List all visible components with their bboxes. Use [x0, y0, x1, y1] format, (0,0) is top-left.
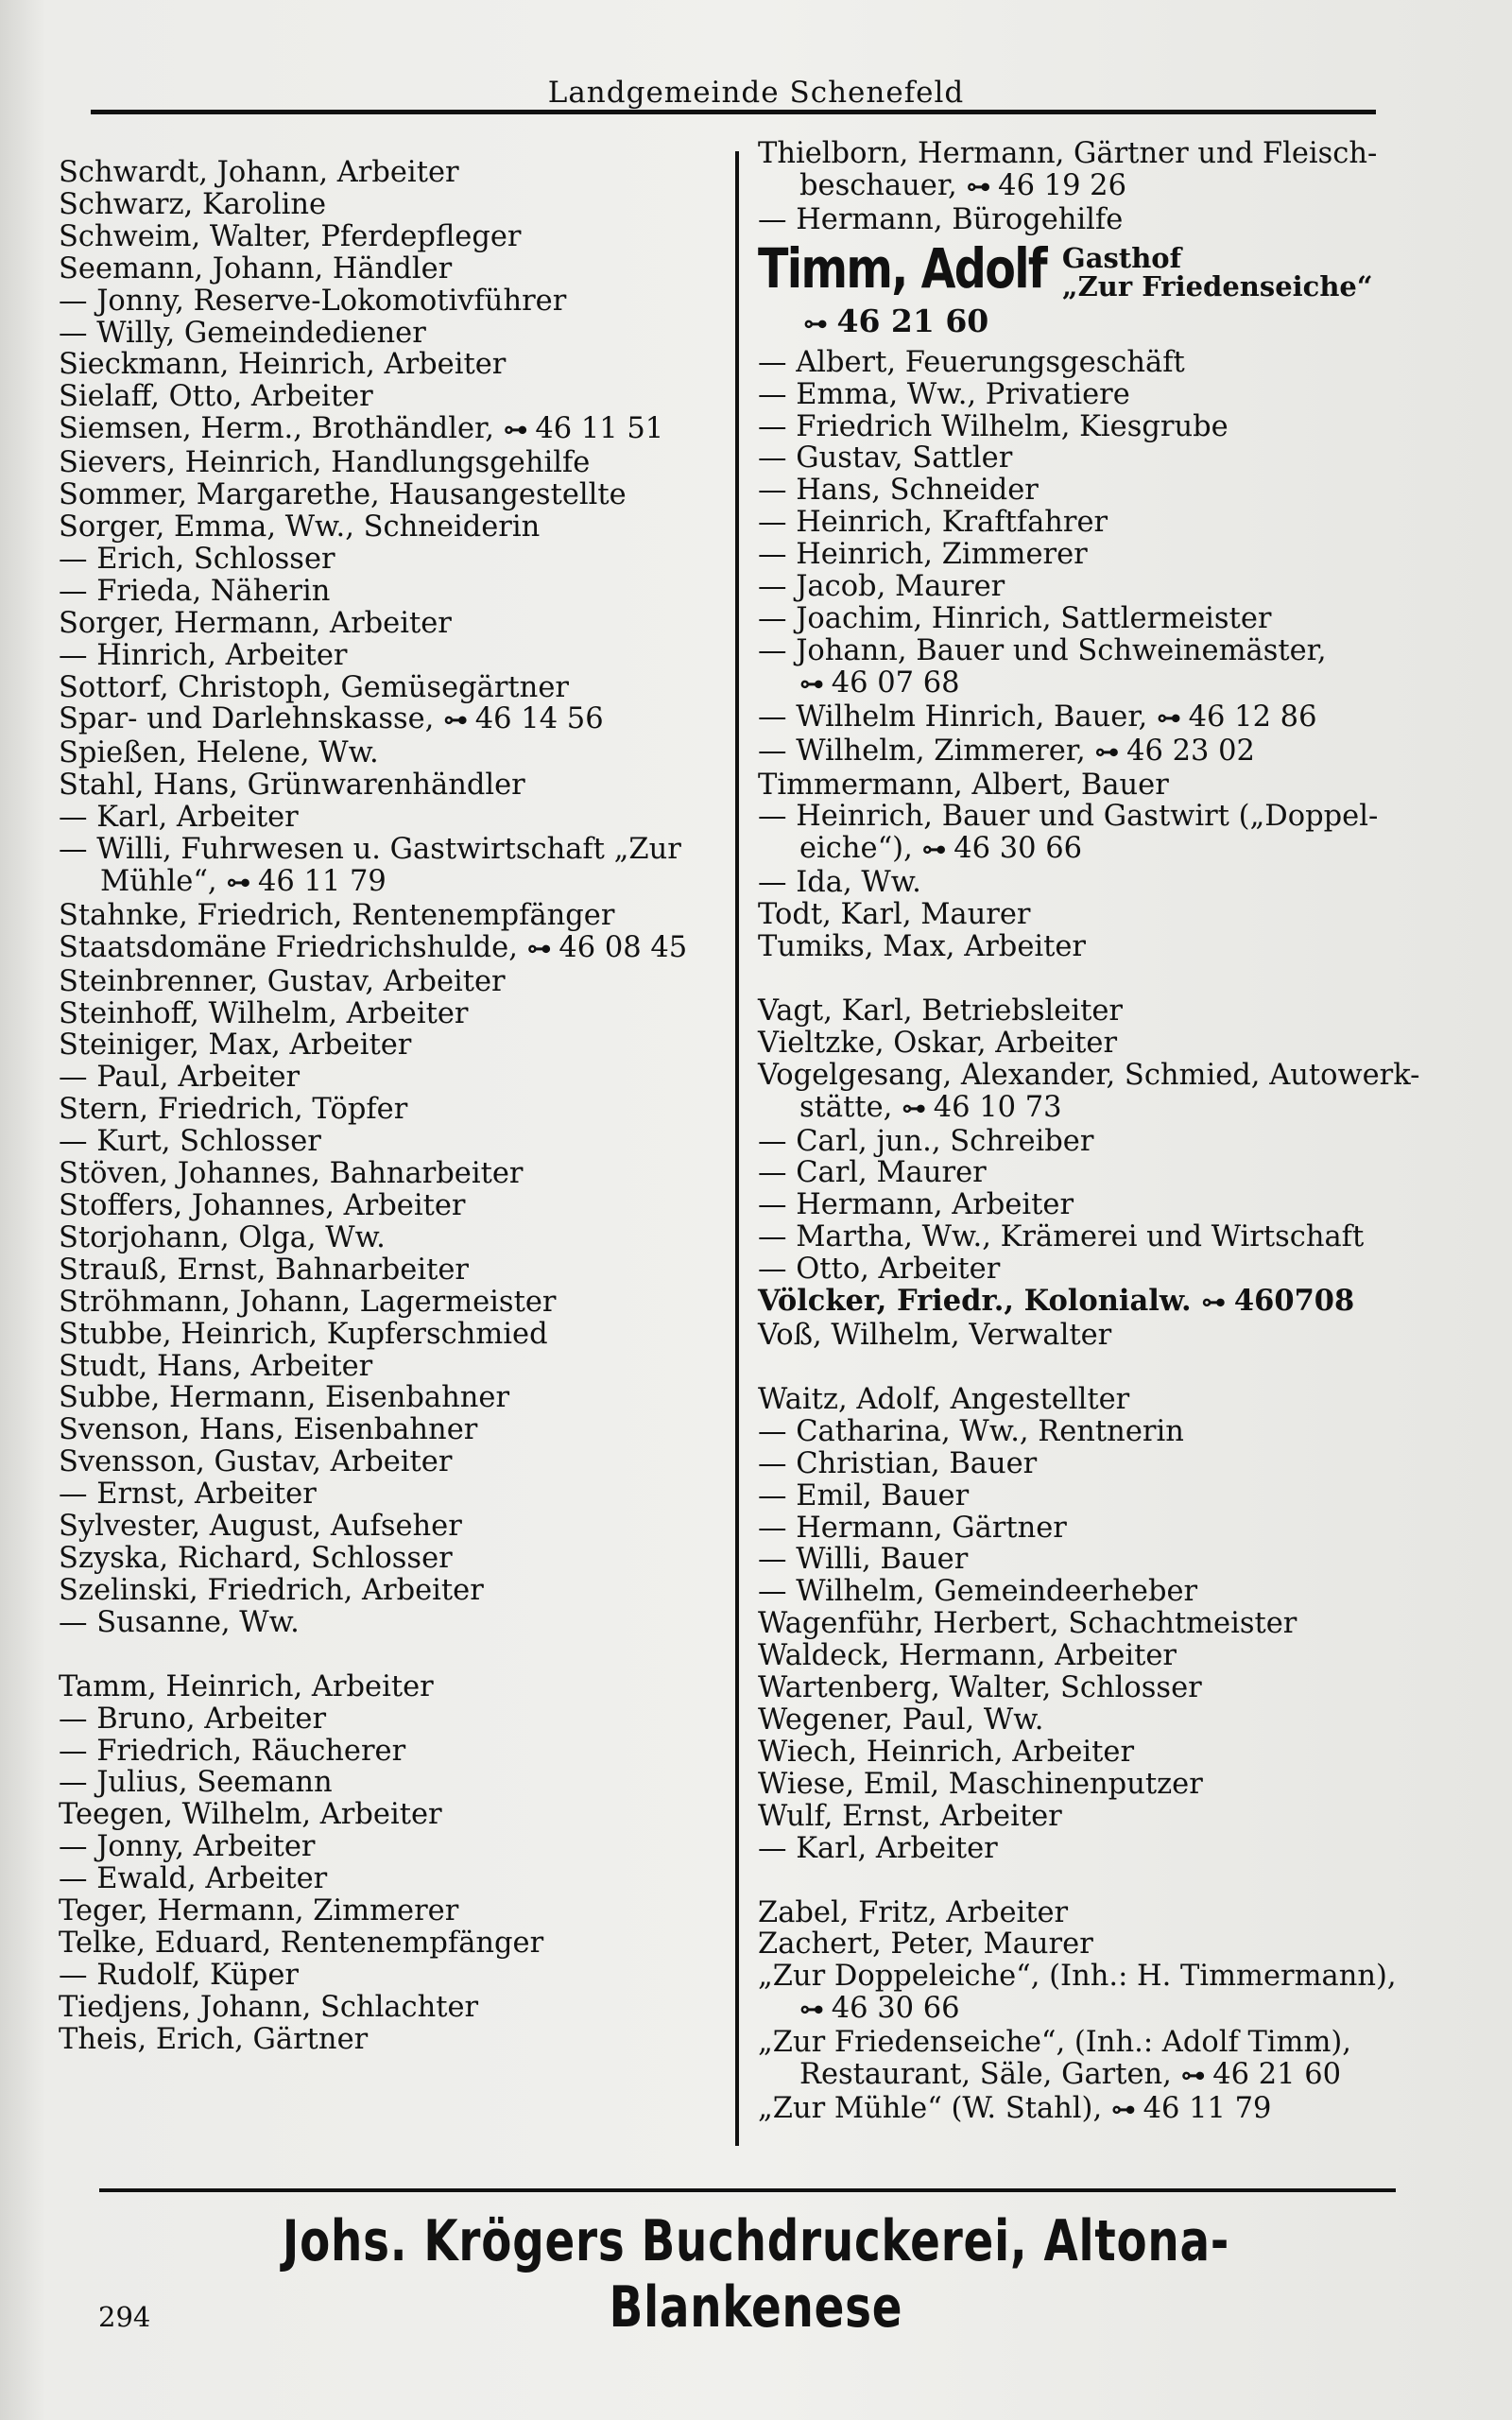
directory-entry — [758, 667, 1448, 701]
directory-entry — [59, 1478, 720, 1511]
entry-text: Ströhmann, Johann, Lagermeister — [59, 1285, 557, 1319]
entry-text: — Jacob, Maurer — [758, 570, 1005, 604]
entry-text: Stern, Friedrich, Töpfer — [59, 1093, 408, 1127]
directory-entry — [59, 253, 720, 285]
directory-entry — [59, 1960, 720, 1992]
directory-entry — [758, 1672, 1448, 1704]
phone-icon: ⊶ — [803, 309, 826, 338]
directory-entry — [59, 1446, 720, 1478]
directory-entry — [758, 1384, 1448, 1416]
entry-text: Storjohann, Olga, Ww. — [59, 1220, 386, 1254]
directory-entry — [758, 204, 1448, 236]
entry-text: — Jonny, Arbeiter — [59, 1830, 316, 1864]
phone-number: 46 07 68 — [831, 666, 960, 700]
right-column-bottom — [758, 347, 1448, 2127]
directory-entry — [758, 801, 1448, 833]
header-rule — [91, 110, 1376, 114]
entry-text: Steiniger, Max, Arbeiter — [59, 1028, 412, 1063]
timm-ad-phone: 46 21 60 — [836, 302, 989, 339]
entry-text: — Julius, Seemann — [59, 1766, 333, 1800]
directory-entry — [758, 1448, 1448, 1480]
phone-number: 46 10 73 — [933, 1090, 1062, 1124]
entry-text: — Kurt, Schlosser — [59, 1125, 321, 1159]
entry-text: Schwardt, Johann, Arbeiter — [59, 156, 459, 189]
entry-text: — Heinrich, Bauer und Gastwirt („Doppel- — [758, 800, 1379, 834]
directory-entry — [59, 672, 720, 704]
entry-text: Wartenberg, Walter, Schlosser — [758, 1671, 1202, 1705]
directory-entry — [758, 1189, 1448, 1221]
entry-text: — Catharina, Ww., Rentnerin — [758, 1414, 1184, 1448]
phone-icon: ⊶ — [1094, 737, 1118, 767]
directory-entry — [59, 1254, 720, 1287]
entry-text: — Karl, Arbeiter — [758, 1831, 998, 1865]
phone-icon: ⊶ — [503, 416, 526, 445]
directory-entry — [758, 735, 1448, 769]
directory-entry — [758, 1993, 1448, 2027]
entry-text: — Wilhelm, Zimmerer, — [758, 734, 1086, 768]
entry-text: Zabel, Fritz, Arbeiter — [758, 1895, 1069, 1929]
phone-icon: ⊶ — [443, 706, 467, 735]
entry-text: Theis, Erich, Gärtner — [59, 2022, 369, 2056]
phone-number: 460708 — [1233, 1284, 1355, 1319]
entry-text: — Hermann, Gärtner — [758, 1511, 1067, 1545]
directory-entry — [59, 1190, 720, 1222]
directory-entry — [758, 170, 1448, 204]
directory-entry — [59, 1382, 720, 1414]
phone-icon: ⊶ — [226, 868, 249, 897]
directory-entry — [59, 608, 720, 640]
timm-ad-line2: „Zur Friedenseiche“ — [1061, 269, 1373, 302]
entry-text: — Albert, Feuerungsgeschäft — [758, 345, 1185, 379]
directory-entry — [59, 900, 720, 932]
directory-entry — [59, 447, 720, 479]
entry-text: — Carl, Maurer — [758, 1156, 987, 1190]
entry-text: — Ida, Ww. — [758, 866, 921, 900]
directory-entry — [59, 318, 720, 350]
entry-text: eiche“), — [799, 832, 913, 866]
entry-text: Szelinski, Friedrich, Arbeiter — [59, 1573, 484, 1607]
directory-entry — [59, 1703, 720, 1736]
directory-entry — [758, 442, 1448, 475]
entry-text: — Erich, Schlosser — [59, 542, 335, 576]
directory-entry — [758, 1416, 1448, 1448]
entry-text: Wulf, Ernst, Arbeiter — [758, 1799, 1062, 1833]
entry-text: — Christian, Bauer — [758, 1446, 1038, 1480]
directory-entry — [59, 1319, 720, 1351]
entry-text: Stubbe, Heinrich, Kupferschmied — [59, 1317, 548, 1351]
entry-text: — Hermann, Arbeiter — [758, 1188, 1074, 1222]
directory-entry — [758, 1253, 1448, 1286]
directory-entry — [59, 998, 720, 1030]
phone-icon: ⊶ — [526, 934, 550, 963]
directory-entry — [758, 539, 1448, 571]
entry-text: — Rudolf, Küper — [59, 1958, 299, 1992]
right-column — [758, 138, 1448, 2127]
directory-entry — [59, 1029, 720, 1062]
entry-text: — Otto, Arbeiter — [758, 1253, 1001, 1287]
directory-entry — [758, 138, 1448, 170]
directory-entry — [758, 1060, 1448, 1092]
entry-text: beschauer, — [799, 168, 957, 202]
entry-text: — Wilhelm Hinrich, Bauer, — [758, 700, 1148, 734]
phone-number: 46 11 51 — [535, 412, 664, 446]
directory-entry — [59, 511, 720, 544]
entry-text: Sorger, Emma, Ww., Schneiderin — [59, 510, 541, 544]
entry-text: — Willi, Bauer — [758, 1543, 969, 1577]
directory-entry — [59, 1062, 720, 1094]
directory-entry — [758, 1897, 1448, 1929]
directory-entry — [758, 1769, 1448, 1801]
entry-text: Steinbrenner, Gustav, Arbeiter — [59, 964, 506, 998]
directory-entry — [59, 1607, 720, 1639]
footer-rule — [99, 2188, 1396, 2192]
entry-text: Schweim, Walter, Pferdepfleger — [59, 219, 522, 253]
directory-entry — [59, 381, 720, 413]
directory-entry — [758, 1320, 1448, 1352]
directory-entry — [59, 1895, 720, 1927]
entry-text: „Zur Mühle“ (W. Stahl), — [758, 2091, 1103, 2125]
printer-imprint: Johs. Krögers Buchdruckerei, Altona-Blankenese — [282, 2208, 1230, 2341]
entry-text: — Friedrich Wilhelm, Kiesgrube — [758, 409, 1228, 443]
phone-number: 46 30 66 — [954, 832, 1083, 866]
directory-entry — [59, 1575, 720, 1607]
directory-entry — [59, 1927, 720, 1960]
entry-text: Teegen, Wilhelm, Arbeiter — [59, 1798, 442, 1832]
phone-icon: ⊶ — [1180, 2062, 1204, 2091]
phone-icon: ⊶ — [966, 172, 989, 201]
entry-text: „Zur Friedenseiche“, (Inh.: Adolf Timm), — [758, 2026, 1351, 2060]
directory-entry — [59, 1736, 720, 1768]
entry-text: Sommer, Margarethe, Hausangestellte — [59, 478, 627, 512]
page-number: 294 — [98, 2301, 151, 2333]
directory-entry — [758, 1737, 1448, 1769]
phone-icon: ⊶ — [1156, 703, 1179, 733]
entry-text: Wagenführ, Herbert, Schachtmeister — [758, 1607, 1297, 1641]
phone-number: 46 11 79 — [1143, 2091, 1272, 2125]
phone-number: 46 08 45 — [558, 930, 688, 964]
entry-text: Voß, Wilhelm, Verwalter — [758, 1319, 1112, 1352]
directory-entry — [758, 931, 1448, 963]
timm-ad-line1: Gasthof — [1061, 241, 1182, 274]
directory-entry — [59, 413, 720, 447]
entry-text: Subbe, Hermann, Eisenbahner — [59, 1381, 510, 1415]
entry-text: Völcker, Friedr., Kolonialw. — [758, 1284, 1192, 1319]
entry-text: Vieltzke, Oskar, Arbeiter — [758, 1026, 1118, 1060]
entry-text: — Jonny, Reserve-Lokomotivführer — [59, 284, 567, 318]
entry-text: Tamm, Heinrich, Arbeiter — [59, 1669, 434, 1703]
directory-entry — [758, 1961, 1448, 1993]
entry-text: Svensson, Gustav, Arbeiter — [59, 1445, 453, 1479]
entry-text: Sylvester, August, Aufseher — [59, 1510, 462, 1544]
directory-entry — [758, 2059, 1448, 2093]
entry-text: Strauß, Ernst, Bahnarbeiter — [59, 1253, 469, 1287]
directory-entry — [758, 769, 1448, 802]
phone-icon: ⊶ — [902, 1094, 925, 1123]
directory-entry — [758, 1028, 1448, 1060]
directory-entry — [758, 475, 1448, 507]
directory-entry — [59, 1992, 720, 2024]
phone-number: 46 11 79 — [258, 864, 387, 898]
directory-entry — [59, 189, 720, 221]
directory-entry — [758, 2027, 1448, 2059]
entry-text: — Willi, Fuhrwesen u. Gastwirtschaft „Zur — [59, 833, 681, 867]
directory-entry — [59, 1767, 720, 1799]
entry-text: Sielaff, Otto, Arbeiter — [59, 380, 373, 414]
phone-number: 46 14 56 — [474, 702, 604, 736]
entry-text: — Martha, Ww., Krämerei und Wirtschaft — [758, 1220, 1365, 1254]
directory-entry — [758, 1640, 1448, 1672]
directory-entry — [59, 1287, 720, 1319]
phone-icon: ⊶ — [1110, 2095, 1134, 2124]
directory-entry — [59, 1799, 720, 1831]
directory-entry — [59, 1414, 720, 1446]
directory-entry — [59, 1543, 720, 1575]
entry-text: Wiese, Emil, Maschinenputzer — [758, 1767, 1203, 1801]
entry-text: Restaurant, Säle, Garten, — [799, 2058, 1172, 2092]
directory-entry — [59, 1094, 720, 1126]
directory-entry — [758, 701, 1448, 735]
entry-text: — Willy, Gemeindediener — [59, 316, 426, 350]
directory-entry — [758, 379, 1448, 411]
directory-entry — [758, 1126, 1448, 1158]
entry-text: Stöven, Johannes, Bahnarbeiter — [59, 1157, 524, 1191]
directory-entry — [59, 866, 720, 900]
directory-entry — [59, 640, 720, 672]
phone-icon: ⊶ — [921, 836, 945, 865]
phone-number: 46 19 26 — [998, 168, 1126, 202]
directory-entry — [59, 2024, 720, 2056]
directory-entry — [59, 703, 720, 737]
entry-text: — Hermann, Bürogehilfe — [758, 202, 1124, 236]
directory-entry — [59, 576, 720, 608]
timm-ad-details — [1062, 238, 1373, 301]
entry-text: Vagt, Karl, Betriebsleiter — [758, 994, 1124, 1028]
entry-text: Sorger, Hermann, Arbeiter — [59, 606, 452, 640]
entry-text: Svenson, Hans, Eisenbahner — [59, 1413, 478, 1447]
directory-entry — [758, 1512, 1448, 1545]
entry-text: Siemsen, Herm., Brothändler, — [59, 412, 494, 446]
directory-entry — [758, 1544, 1448, 1576]
directory-entry — [758, 995, 1448, 1028]
entry-text: — Johann, Bauer und Schweinemäster, — [758, 633, 1327, 667]
entry-text: Timmermann, Albert, Bauer — [758, 768, 1169, 802]
directory-entry — [758, 635, 1448, 667]
entry-text: Mühle“, — [100, 864, 217, 898]
entry-text: — Ernst, Arbeiter — [59, 1478, 317, 1512]
entry-text: — Frieda, Näherin — [59, 574, 331, 608]
directory-entry — [59, 1671, 720, 1703]
phone-icon: ⊶ — [799, 1996, 822, 2025]
directory-entry — [758, 899, 1448, 931]
entry-text: Seemann, Johann, Händler — [59, 251, 453, 285]
entry-text: Waitz, Adolf, Angestellter — [758, 1382, 1130, 1416]
entry-text: Teger, Hermann, Zimmerer — [59, 1894, 459, 1928]
entry-text: Vogelgesang, Alexander, Schmied, Autowerk- — [758, 1058, 1420, 1092]
entry-text: — Heinrich, Zimmerer — [758, 538, 1088, 572]
entry-text: — Wilhelm, Gemeindeerheber — [758, 1575, 1198, 1609]
entry-text: — Friedrich, Räucherer — [59, 1734, 406, 1768]
entry-text: Wegener, Paul, Ww. — [758, 1703, 1044, 1737]
directory-entry — [59, 544, 720, 576]
entry-text: — Hans, Schneider — [758, 474, 1039, 508]
entry-text: Stahl, Hans, Grünwarenhändler — [59, 769, 525, 803]
right-column-top — [758, 138, 1448, 236]
entry-text: Szyska, Richard, Schlosser — [59, 1541, 453, 1575]
directory-entry — [59, 285, 720, 318]
phone-number: 46 21 60 — [1212, 2058, 1342, 2092]
directory-entry — [758, 1833, 1448, 1865]
directory-entry — [59, 769, 720, 802]
entry-text: Spießen, Helene, Ww. — [59, 736, 379, 770]
phone-number: 46 12 86 — [1188, 700, 1317, 734]
entry-text: Tumiks, Max, Arbeiter — [758, 930, 1087, 964]
entry-text: — Karl, Arbeiter — [59, 801, 299, 835]
directory-entry — [758, 1480, 1448, 1512]
timm-ad-name: Timm, Adolf — [758, 235, 1046, 301]
entry-text: Thielborn, Hermann, Gärtner und Fleisch- — [758, 137, 1378, 170]
entry-text: Sieckmann, Heinrich, Arbeiter — [59, 348, 507, 382]
directory-entry — [758, 571, 1448, 603]
directory-entry — [59, 1831, 720, 1863]
directory-entry — [758, 2093, 1448, 2127]
left-column — [59, 157, 720, 2056]
directory-entry — [59, 737, 720, 769]
entry-text: — Gustav, Sattler — [758, 441, 1013, 475]
directory-entry — [758, 867, 1448, 899]
directory-entry — [758, 1928, 1448, 1961]
directory-entry — [758, 1608, 1448, 1640]
entry-text: — Ewald, Arbeiter — [59, 1862, 328, 1896]
entry-text: — Emma, Ww., Privatiere — [758, 377, 1130, 411]
entry-text: stätte, — [799, 1090, 893, 1124]
directory-entry — [59, 834, 720, 866]
entry-text: „Zur Doppeleiche“, (Inh.: H. Timmermann), — [758, 1960, 1397, 1994]
entry-text: Telke, Eduard, Rentenempfänger — [59, 1926, 544, 1960]
directory-entry — [59, 966, 720, 998]
page-title: Landgemeinde Schenefeld — [547, 76, 965, 110]
directory-entry — [59, 802, 720, 834]
entry-text: Staatsdomäne Friedrichshulde, — [59, 930, 518, 964]
entry-text: — Susanne, Ww. — [59, 1605, 300, 1639]
entry-text: Stoffers, Johannes, Arbeiter — [59, 1189, 466, 1222]
entry-text: — Paul, Arbeiter — [59, 1061, 301, 1095]
directory-entry — [59, 221, 720, 253]
directory-entry — [59, 349, 720, 381]
directory-entry — [59, 1351, 720, 1383]
directory-entry — [59, 479, 720, 511]
directory-entry — [59, 1863, 720, 1895]
phone-number: 46 23 02 — [1126, 734, 1255, 768]
entry-text: — Heinrich, Kraftfahrer — [758, 506, 1108, 540]
directory-entry — [758, 1092, 1448, 1126]
entry-text: — Emil, Bauer — [758, 1478, 970, 1512]
directory-entry — [59, 157, 720, 189]
directory-entry — [758, 507, 1448, 539]
directory-entry — [758, 1221, 1448, 1253]
entry-text: Spar- und Darlehnskasse, — [59, 702, 435, 736]
entry-text: Steinhoff, Wilhelm, Arbeiter — [59, 996, 469, 1030]
entry-text: Sievers, Heinrich, Handlungsgehilfe — [59, 446, 591, 480]
directory-entry — [758, 603, 1448, 635]
entry-text: — Bruno, Arbeiter — [59, 1702, 327, 1736]
entry-text: Sottorf, Christoph, Gemüsegärtner — [59, 670, 569, 704]
timm-ad-phone-line — [803, 302, 1448, 343]
directory-entry — [758, 411, 1448, 443]
entry-text: — Carl, jun., Schreiber — [758, 1124, 1094, 1158]
directory-entry — [758, 1576, 1448, 1608]
entry-text: Wiech, Heinrich, Arbeiter — [758, 1735, 1135, 1769]
directory-entry — [758, 833, 1448, 867]
directory-entry — [59, 1126, 720, 1158]
entry-text: Todt, Karl, Maurer — [758, 898, 1031, 932]
phone-icon: ⊶ — [1201, 1288, 1225, 1318]
directory-entry — [59, 1222, 720, 1254]
directory-entry — [59, 1158, 720, 1190]
directory-entry — [59, 932, 720, 966]
phone-icon: ⊶ — [799, 669, 822, 699]
entry-text: Waldeck, Hermann, Arbeiter — [758, 1639, 1177, 1673]
entry-text: — Joachim, Hinrich, Sattlermeister — [758, 601, 1272, 635]
column-divider — [735, 151, 739, 2146]
entry-text: Zachert, Peter, Maurer — [758, 1927, 1093, 1962]
directory-entry — [758, 347, 1448, 379]
directory-entry — [59, 1511, 720, 1543]
entry-text: Tiedjens, Johann, Schlachter — [59, 1990, 479, 2024]
entry-text: — Hinrich, Arbeiter — [59, 638, 348, 672]
directory-entry — [758, 1157, 1448, 1189]
directory-entry — [758, 1286, 1448, 1320]
timm-advertisement — [758, 235, 1448, 302]
directory-entry — [758, 1704, 1448, 1737]
directory-entry — [758, 1801, 1448, 1833]
entry-text: Studt, Hans, Arbeiter — [59, 1349, 373, 1383]
entry-text: Stahnke, Friedrich, Rentenempfänger — [59, 898, 615, 932]
entry-text: Schwarz, Karoline — [59, 187, 327, 221]
phone-number: 46 30 66 — [831, 1992, 960, 2026]
